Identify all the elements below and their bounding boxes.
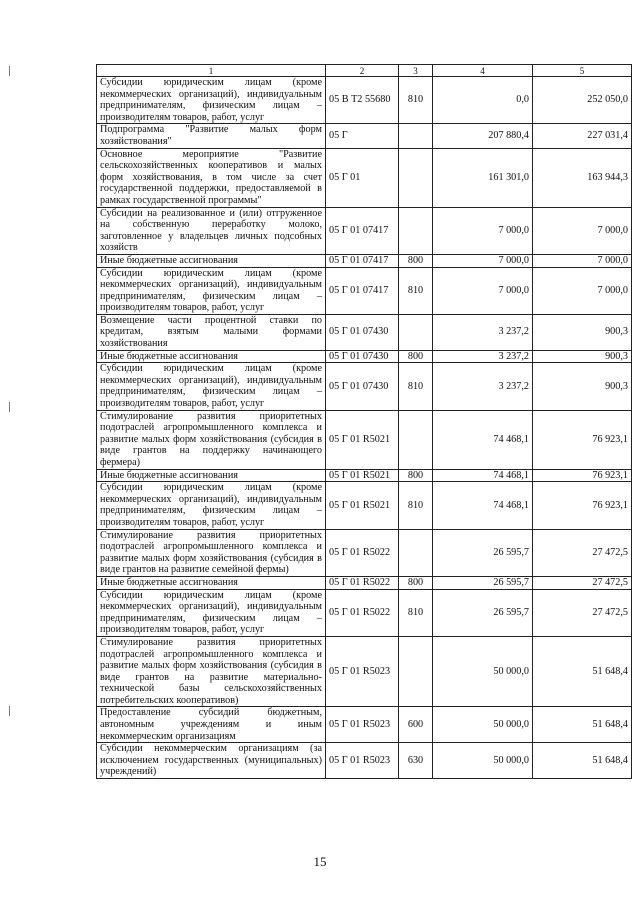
amount-year-1-cell: 7 000,0 — [433, 267, 533, 314]
amount-year-1-cell: 26 595,7 — [433, 576, 533, 589]
item-name-cell: Субсидии юридическим лицам (кроме некоммерческих организаций), индивидуальным предпринимателям, физическим лицам – производителям товаров, работ, услуг — [97, 77, 326, 124]
amount-year-2-cell: 27 472,5 — [533, 529, 632, 576]
amount-year-2-cell: 51 648,4 — [533, 743, 632, 779]
expense-type-cell — [399, 636, 433, 707]
expense-type-cell — [399, 207, 433, 254]
expense-type-cell: 810 — [399, 482, 433, 529]
amount-year-1-cell: 74 468,1 — [433, 410, 533, 469]
budget-table — [96, 64, 632, 779]
budget-code-cell: 05 Г 01 07417 — [326, 267, 399, 314]
expense-type-cell — [399, 124, 433, 148]
amount-year-2-cell: 163 944,3 — [533, 148, 632, 207]
amount-year-2-cell: 227 031,4 — [533, 124, 632, 148]
amount-year-1-cell: 50 000,0 — [433, 707, 533, 743]
budget-code-cell: 05 Г 01 R5022 — [326, 589, 399, 636]
amount-year-1-cell: 50 000,0 — [433, 636, 533, 707]
table-row — [97, 743, 632, 779]
expense-type-cell: 800 — [399, 469, 433, 482]
margin-tick — [9, 706, 10, 716]
table-row — [97, 576, 632, 589]
expense-type-cell: 600 — [399, 707, 433, 743]
table-row — [97, 148, 632, 207]
amount-year-2-cell: 76 923,1 — [533, 410, 632, 469]
table-header-row — [97, 65, 632, 77]
budget-code-cell: 05 Г 01 R5023 — [326, 707, 399, 743]
amount-year-2-cell: 900,3 — [533, 363, 632, 410]
amount-year-1-cell: 207 880,4 — [433, 124, 533, 148]
item-name-cell: Субсидии некоммерческим организациям (за исключением государственных (муниципальных) учреждений) — [97, 743, 326, 779]
item-name-cell: Иные бюджетные ассигнования — [97, 350, 326, 363]
budget-code-cell: 05 Г 01 07430 — [326, 314, 399, 350]
table-row — [97, 254, 632, 267]
budget-code-cell: 05 Г 01 R5021 — [326, 410, 399, 469]
item-name-cell: Иные бюджетные ассигнования — [97, 254, 326, 267]
table-row — [97, 469, 632, 482]
budget-code-cell: 05 Г 01 R5023 — [326, 636, 399, 707]
expense-type-cell — [399, 148, 433, 207]
amount-year-2-cell: 900,3 — [533, 314, 632, 350]
table-row — [97, 529, 632, 576]
item-name-cell: Субсидии юридическим лицам (кроме некоммерческих организаций), индивидуальным предпринимателям, физическим лицам – производителям товаров, работ, услуг — [97, 363, 326, 410]
budget-code-cell: 05 Г 01 07417 — [326, 254, 399, 267]
amount-year-2-cell: 252 050,0 — [533, 77, 632, 124]
amount-year-1-cell: 0,0 — [433, 77, 533, 124]
budget-code-cell: 05 Г 01 07417 — [326, 207, 399, 254]
table-row — [97, 482, 632, 529]
amount-year-2-cell: 51 648,4 — [533, 636, 632, 707]
column-header: 4 — [433, 65, 533, 77]
expense-type-cell — [399, 314, 433, 350]
item-name-cell: Основное мероприятие "Развитие сельскохозяйственных кооперативов и малых форм хозяйствования, в том числе за счет государственной поддержки, предоставляемой в рамках государственной программы" — [97, 148, 326, 207]
budget-code-cell: 05 Г 01 07430 — [326, 363, 399, 410]
table-row — [97, 363, 632, 410]
amount-year-1-cell: 26 595,7 — [433, 529, 533, 576]
table-body — [97, 77, 632, 779]
item-name-cell: Иные бюджетные ассигнования — [97, 469, 326, 482]
amount-year-1-cell: 7 000,0 — [433, 254, 533, 267]
budget-code-cell: 05 Г 01 R5022 — [326, 529, 399, 576]
amount-year-2-cell: 7 000,0 — [533, 267, 632, 314]
amount-year-2-cell: 51 648,4 — [533, 707, 632, 743]
amount-year-2-cell: 7 000,0 — [533, 207, 632, 254]
budget-code-cell: 05 В Т2 55680 — [326, 77, 399, 124]
amount-year-2-cell: 27 472,5 — [533, 576, 632, 589]
amount-year-1-cell: 3 237,2 — [433, 350, 533, 363]
budget-code-cell: 05 Г 01 — [326, 148, 399, 207]
table-row — [97, 207, 632, 254]
column-header: 1 — [97, 65, 326, 77]
table-row — [97, 707, 632, 743]
expense-type-cell: 810 — [399, 589, 433, 636]
page-number: 15 — [313, 854, 327, 869]
expense-type-cell: 810 — [399, 363, 433, 410]
amount-year-1-cell: 7 000,0 — [433, 207, 533, 254]
item-name-cell: Иные бюджетные ассигнования — [97, 576, 326, 589]
item-name-cell: Возмещение части процентной ставки по кредитам, взятым малыми формами хозяйствования — [97, 314, 326, 350]
item-name-cell: Стимулирование развития приоритетных подотраслей агропромышленного комплекса и развитие малых форм хозяйствования (субсидия в виде грантов на поддержку начинающего фермера) — [97, 410, 326, 469]
item-name-cell: Подпрограмма "Развитие малых форм хозяйствования" — [97, 124, 326, 148]
amount-year-1-cell: 161 301,0 — [433, 148, 533, 207]
amount-year-2-cell: 27 472,5 — [533, 589, 632, 636]
item-name-cell: Стимулирование развития приоритетных подотраслей агропромышленного комплекса и развитие малых форм хозяйствования (субсидия в виде грантов на развитие семейной фермы) — [97, 529, 326, 576]
item-name-cell: Субсидии юридическим лицам (кроме некоммерческих организаций), индивидуальным предпринимателям, физическим лицам – производителям товаров, работ, услуг — [97, 267, 326, 314]
amount-year-2-cell: 900,3 — [533, 350, 632, 363]
expense-type-cell: 800 — [399, 576, 433, 589]
amount-year-1-cell: 74 468,1 — [433, 469, 533, 482]
item-name-cell: Субсидии на реализованное и (или) отгруженное на собственную переработку молоко, заготовленное у владельцев личных подсобных хозяйств — [97, 207, 326, 254]
table-row — [97, 267, 632, 314]
expense-type-cell: 630 — [399, 743, 433, 779]
amount-year-1-cell: 74 468,1 — [433, 482, 533, 529]
column-header: 3 — [399, 65, 433, 77]
budget-code-cell: 05 Г 01 07430 — [326, 350, 399, 363]
budget-code-cell: 05 Г 01 R5021 — [326, 469, 399, 482]
expense-type-cell: 800 — [399, 254, 433, 267]
expense-type-cell: 810 — [399, 267, 433, 314]
amount-year-1-cell: 26 595,7 — [433, 589, 533, 636]
table-row — [97, 410, 632, 469]
margin-tick — [9, 66, 10, 76]
column-header: 5 — [533, 65, 632, 77]
amount-year-2-cell: 76 923,1 — [533, 469, 632, 482]
table-row — [97, 636, 632, 707]
item-name-cell: Стимулирование развития приоритетных подотраслей агропромышленного комплекса и развитие малых форм хозяйствования (субсидия в виде грантов на развитие материально-технической базы сельскохозяйственных потребительских кооперативов) — [97, 636, 326, 707]
table-row — [97, 314, 632, 350]
item-name-cell: Субсидии юридическим лицам (кроме некоммерческих организаций), индивидуальным предпринимателям, физическим лицам – производителям товаров, работ, услуг — [97, 589, 326, 636]
budget-code-cell: 05 Г 01 R5021 — [326, 482, 399, 529]
expense-type-cell: 810 — [399, 77, 433, 124]
expense-type-cell — [399, 529, 433, 576]
table-row — [97, 77, 632, 124]
amount-year-2-cell: 7 000,0 — [533, 254, 632, 267]
budget-code-cell: 05 Г 01 R5023 — [326, 743, 399, 779]
amount-year-2-cell: 76 923,1 — [533, 482, 632, 529]
amount-year-1-cell: 3 237,2 — [433, 363, 533, 410]
item-name-cell: Предоставление субсидий бюджетным, автономным учреждениям и иным некоммерческим организациям — [97, 707, 326, 743]
margin-tick — [9, 402, 10, 412]
column-header: 2 — [326, 65, 399, 77]
table-row — [97, 350, 632, 363]
expense-type-cell: 800 — [399, 350, 433, 363]
budget-code-cell: 05 Г 01 R5022 — [326, 576, 399, 589]
table-row — [97, 124, 632, 148]
table-row — [97, 589, 632, 636]
expense-type-cell — [399, 410, 433, 469]
amount-year-1-cell: 50 000,0 — [433, 743, 533, 779]
amount-year-1-cell: 3 237,2 — [433, 314, 533, 350]
item-name-cell: Субсидии юридическим лицам (кроме некоммерческих организаций), индивидуальным предпринимателям, физическим лицам – производителям товаров, работ, услуг — [97, 482, 326, 529]
budget-code-cell: 05 Г — [326, 124, 399, 148]
